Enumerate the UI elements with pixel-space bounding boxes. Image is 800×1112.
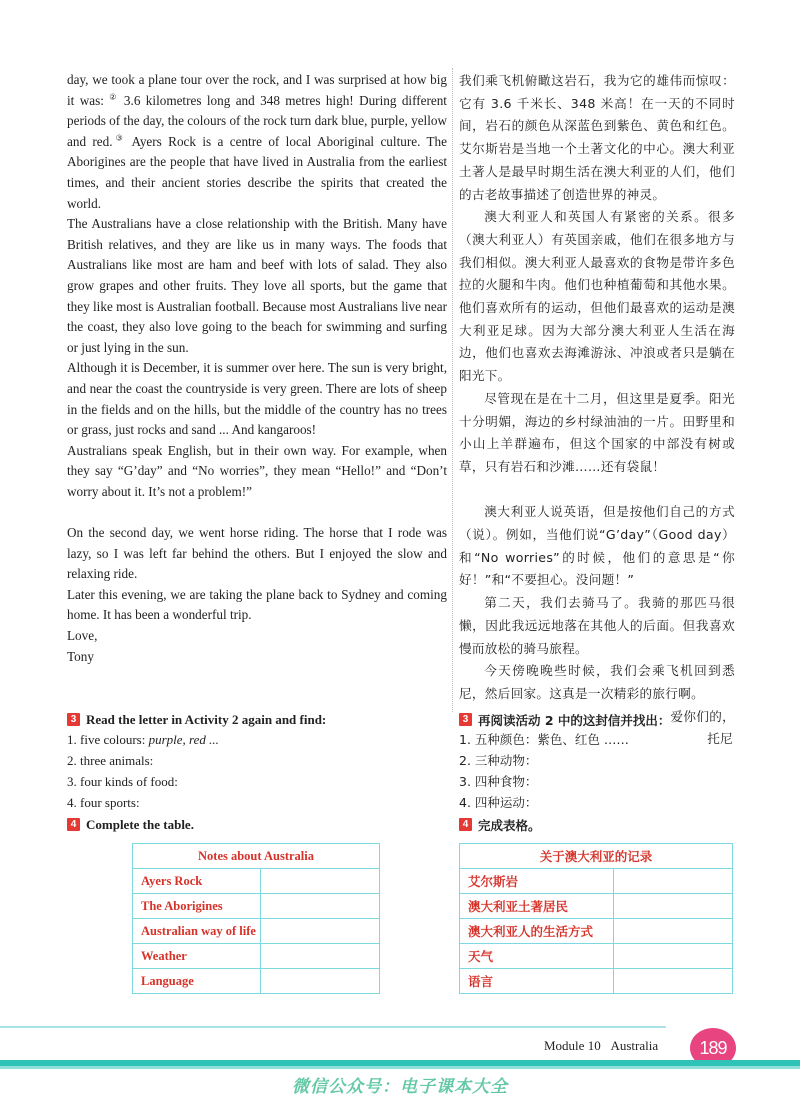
notes-answer-cell[interactable] — [261, 919, 380, 944]
activity-3-title: Read the letter in Activity 2 again and find: — [86, 711, 327, 727]
letter-en-paragraph-6: Later this evening, we are taking the plane back to Sydney and coming home. It has been a wonderful trip. — [67, 586, 447, 623]
letter-en-paragraph-3: Although it is December, it is summer over here. The sun is very bright, and near the coast the countryside is very green. There are lots of sheep in the fields and on the hills, but the middle of the country has no trees or grass, just rocks and sand ... And kangaroos! — [67, 360, 447, 438]
notes-zh-answer-cell[interactable] — [614, 869, 733, 894]
letter-zh-paragraph-5: 第二天，我们去骑马了。我骑的那匹马很懒，因此我远远地落在其他人的后面。但我喜欢慢而放松的骑马旅程。 — [459, 595, 735, 656]
notes-table-english — [132, 843, 380, 994]
activity-4-badge: 4 — [67, 818, 80, 831]
activity-3-zh-item-4: 4. 四种运动： — [459, 795, 538, 810]
notes-zh-row-label: 澳大利亚土著居民 — [460, 894, 614, 919]
letter-zh-paragraph-6: 今天傍晚晚些时候，我们会乘飞机回到悉尼，然后回家。这真是一次精彩的旅行啊。 — [459, 663, 735, 701]
activity-4-zh-title: 完成表格。 — [478, 817, 541, 833]
notes-table-caption: Notes about Australia — [133, 844, 380, 869]
letter-zh-paragraph-1: 我们乘飞机俯瞰这岩石，我为它的雄伟而惊叹：它有 3.6 千米长、348 米高！在一天的不同时间，岩石的颜色从深蓝色到紫色、黄色和红色。艾尔斯岩是当地一个土著文化的中心。澳大利亚土著人是最早时期生活在澳大利亚的人们，他们的古老故事描述了创造世界的神灵。 — [459, 73, 735, 202]
activity-3-item-1: 1. five colours: purple, red ... — [67, 732, 219, 747]
letter-zh-paragraph-4: 澳大利亚人说英语，但是按他们自己的方式（说）。例如，当他们说“G’day”（Good day）和“No worries”的时候，他们的意思是“你好！”和“不要担心。没问题！” — [459, 504, 735, 588]
notes-row-label: Ayers Rock — [133, 869, 261, 894]
letter-en-paragraph-5: On the second day, we went horse riding. The horse that I rode was lazy, so I was left far behind the others. But I enjoyed the slow and relaxing ride. — [67, 525, 447, 582]
letter-english — [67, 70, 447, 667]
letter-en-paragraph-4: Australians speak English, but in their own way. For example, when they say “G’day” and “No worries”, they mean “Hello!” and “Don’t worry about it. It’s not a problem!” — [67, 442, 447, 499]
footer-module-label: Module 10 Australia — [544, 1038, 659, 1053]
letter-chinese — [459, 70, 735, 751]
notes-row-label: Australian way of life — [133, 919, 261, 944]
activity-3-zh-title: 再阅读活动 2 中的这封信并找出： — [478, 712, 671, 728]
footer-band-light — [0, 1066, 800, 1069]
notes-zh-row-label: 艾尔斯岩 — [460, 869, 614, 894]
notes-zh-answer-cell[interactable] — [614, 894, 733, 919]
notes-table-zh-caption: 关于澳大利亚的记录 — [460, 844, 733, 869]
activity-3-item-4: 4. four sports: — [67, 795, 140, 810]
activity-3-item-3: 3. four kinds of food: — [67, 774, 178, 789]
letter-en-closing: Love, — [67, 628, 98, 644]
notes-zh-answer-cell[interactable] — [614, 919, 733, 944]
activity-3-zh-item-3: 3. 四种食物： — [459, 774, 538, 789]
footer-rule — [0, 1026, 666, 1028]
notes-row-label: The Aborigines — [133, 894, 261, 919]
page-number-badge: 189 — [690, 1028, 736, 1068]
notes-zh-row-label: 天气 — [460, 944, 614, 969]
activity-4-english — [67, 815, 194, 834]
activity-3-zh-item-2: 2. 三种动物： — [459, 753, 538, 768]
letter-zh-paragraph-2: 澳大利亚人和英国人有紧密的关系。很多（澳大利亚人）有英国亲戚，他们在很多地方与我们相似。澳大利亚人最喜欢的食物是带许多色拉的火腿和牛肉。他们也种植葡萄和其他水果。他们喜欢所有的运动，但他们最喜欢的运动是澳大利亚足球。因为大部分澳大利亚人生活在海边，他们也喜欢去海滩游泳、冲浪或者只是躺在阳光下。 — [459, 209, 735, 384]
activity-4-chinese — [459, 815, 541, 834]
notes-table-chinese — [459, 843, 733, 994]
notes-zh-row-label: 语言 — [460, 969, 614, 994]
letter-en-paragraph-2: The Australians have a close relationship with the British. Many have British relatives, and they are like us in many ways. The foods that Australians like most are ham and beef with lots of salad. They also grow grapes and other fruits. They love all sports, but the game that they like most is Australian football. Because most Australians live near the coast, they also love going to the beach for swimming and surfing or just lying in the sun. — [67, 216, 447, 355]
letter-zh-signature: 托尼 — [707, 731, 733, 747]
letter-zh-closing: 爱你们的， — [670, 708, 735, 724]
footnote-marker-2: ② — [109, 92, 119, 102]
column-divider — [452, 68, 453, 712]
notes-answer-cell[interactable] — [261, 969, 380, 994]
letter-zh-paragraph-3: 尽管现在是在十二月，但这里是夏季。阳光十分明媚，海边的乡村绿油油的一片。田野里和小山上羊群遍布，但这个国家的中部没有树或草，只有岩石和沙滩……还有袋鼠！ — [459, 390, 735, 474]
activity-3-badge: 3 — [67, 713, 80, 726]
notes-row-label: Language — [133, 969, 261, 994]
notes-answer-cell[interactable] — [261, 894, 380, 919]
watermark-text: 微信公众号：电子课本大全 — [292, 1077, 508, 1097]
activity-3-zh-item-1: 1. 五种颜色：紫色、红色 …… — [459, 732, 629, 747]
activity-3-chinese — [459, 710, 670, 813]
activity-4-title: Complete the table. — [86, 816, 194, 832]
notes-zh-answer-cell[interactable] — [614, 944, 733, 969]
notes-zh-answer-cell[interactable] — [614, 969, 733, 994]
notes-zh-row-label: 澳大利亚人的生活方式 — [460, 919, 614, 944]
activity-4-zh-badge: 4 — [459, 818, 472, 831]
letter-en-paragraph-1: day, we took a plane tour over the rock, and I was surprised at how big it was: ② 3.6 kilometres long and 348 metres high! During different periods of the day, the colours of the rock turn dark blue, purple, yellow and red.③ Ayers Rock is a centre of local Aboriginal culture. The Aborigines are the people that have lived in Australia from the earliest times, and their ancient stories describe the spirits that created the world. — [67, 72, 447, 211]
activity-3-english — [67, 710, 326, 813]
notes-answer-cell[interactable] — [261, 869, 380, 894]
activity-3-zh-badge: 3 — [459, 713, 472, 726]
activity-3-item-2: 2. three animals: — [67, 753, 154, 768]
footnote-marker-3: ③ — [112, 133, 126, 143]
notes-answer-cell[interactable] — [261, 944, 380, 969]
letter-en-signature: Tony — [67, 648, 94, 664]
notes-row-label: Weather — [133, 944, 261, 969]
